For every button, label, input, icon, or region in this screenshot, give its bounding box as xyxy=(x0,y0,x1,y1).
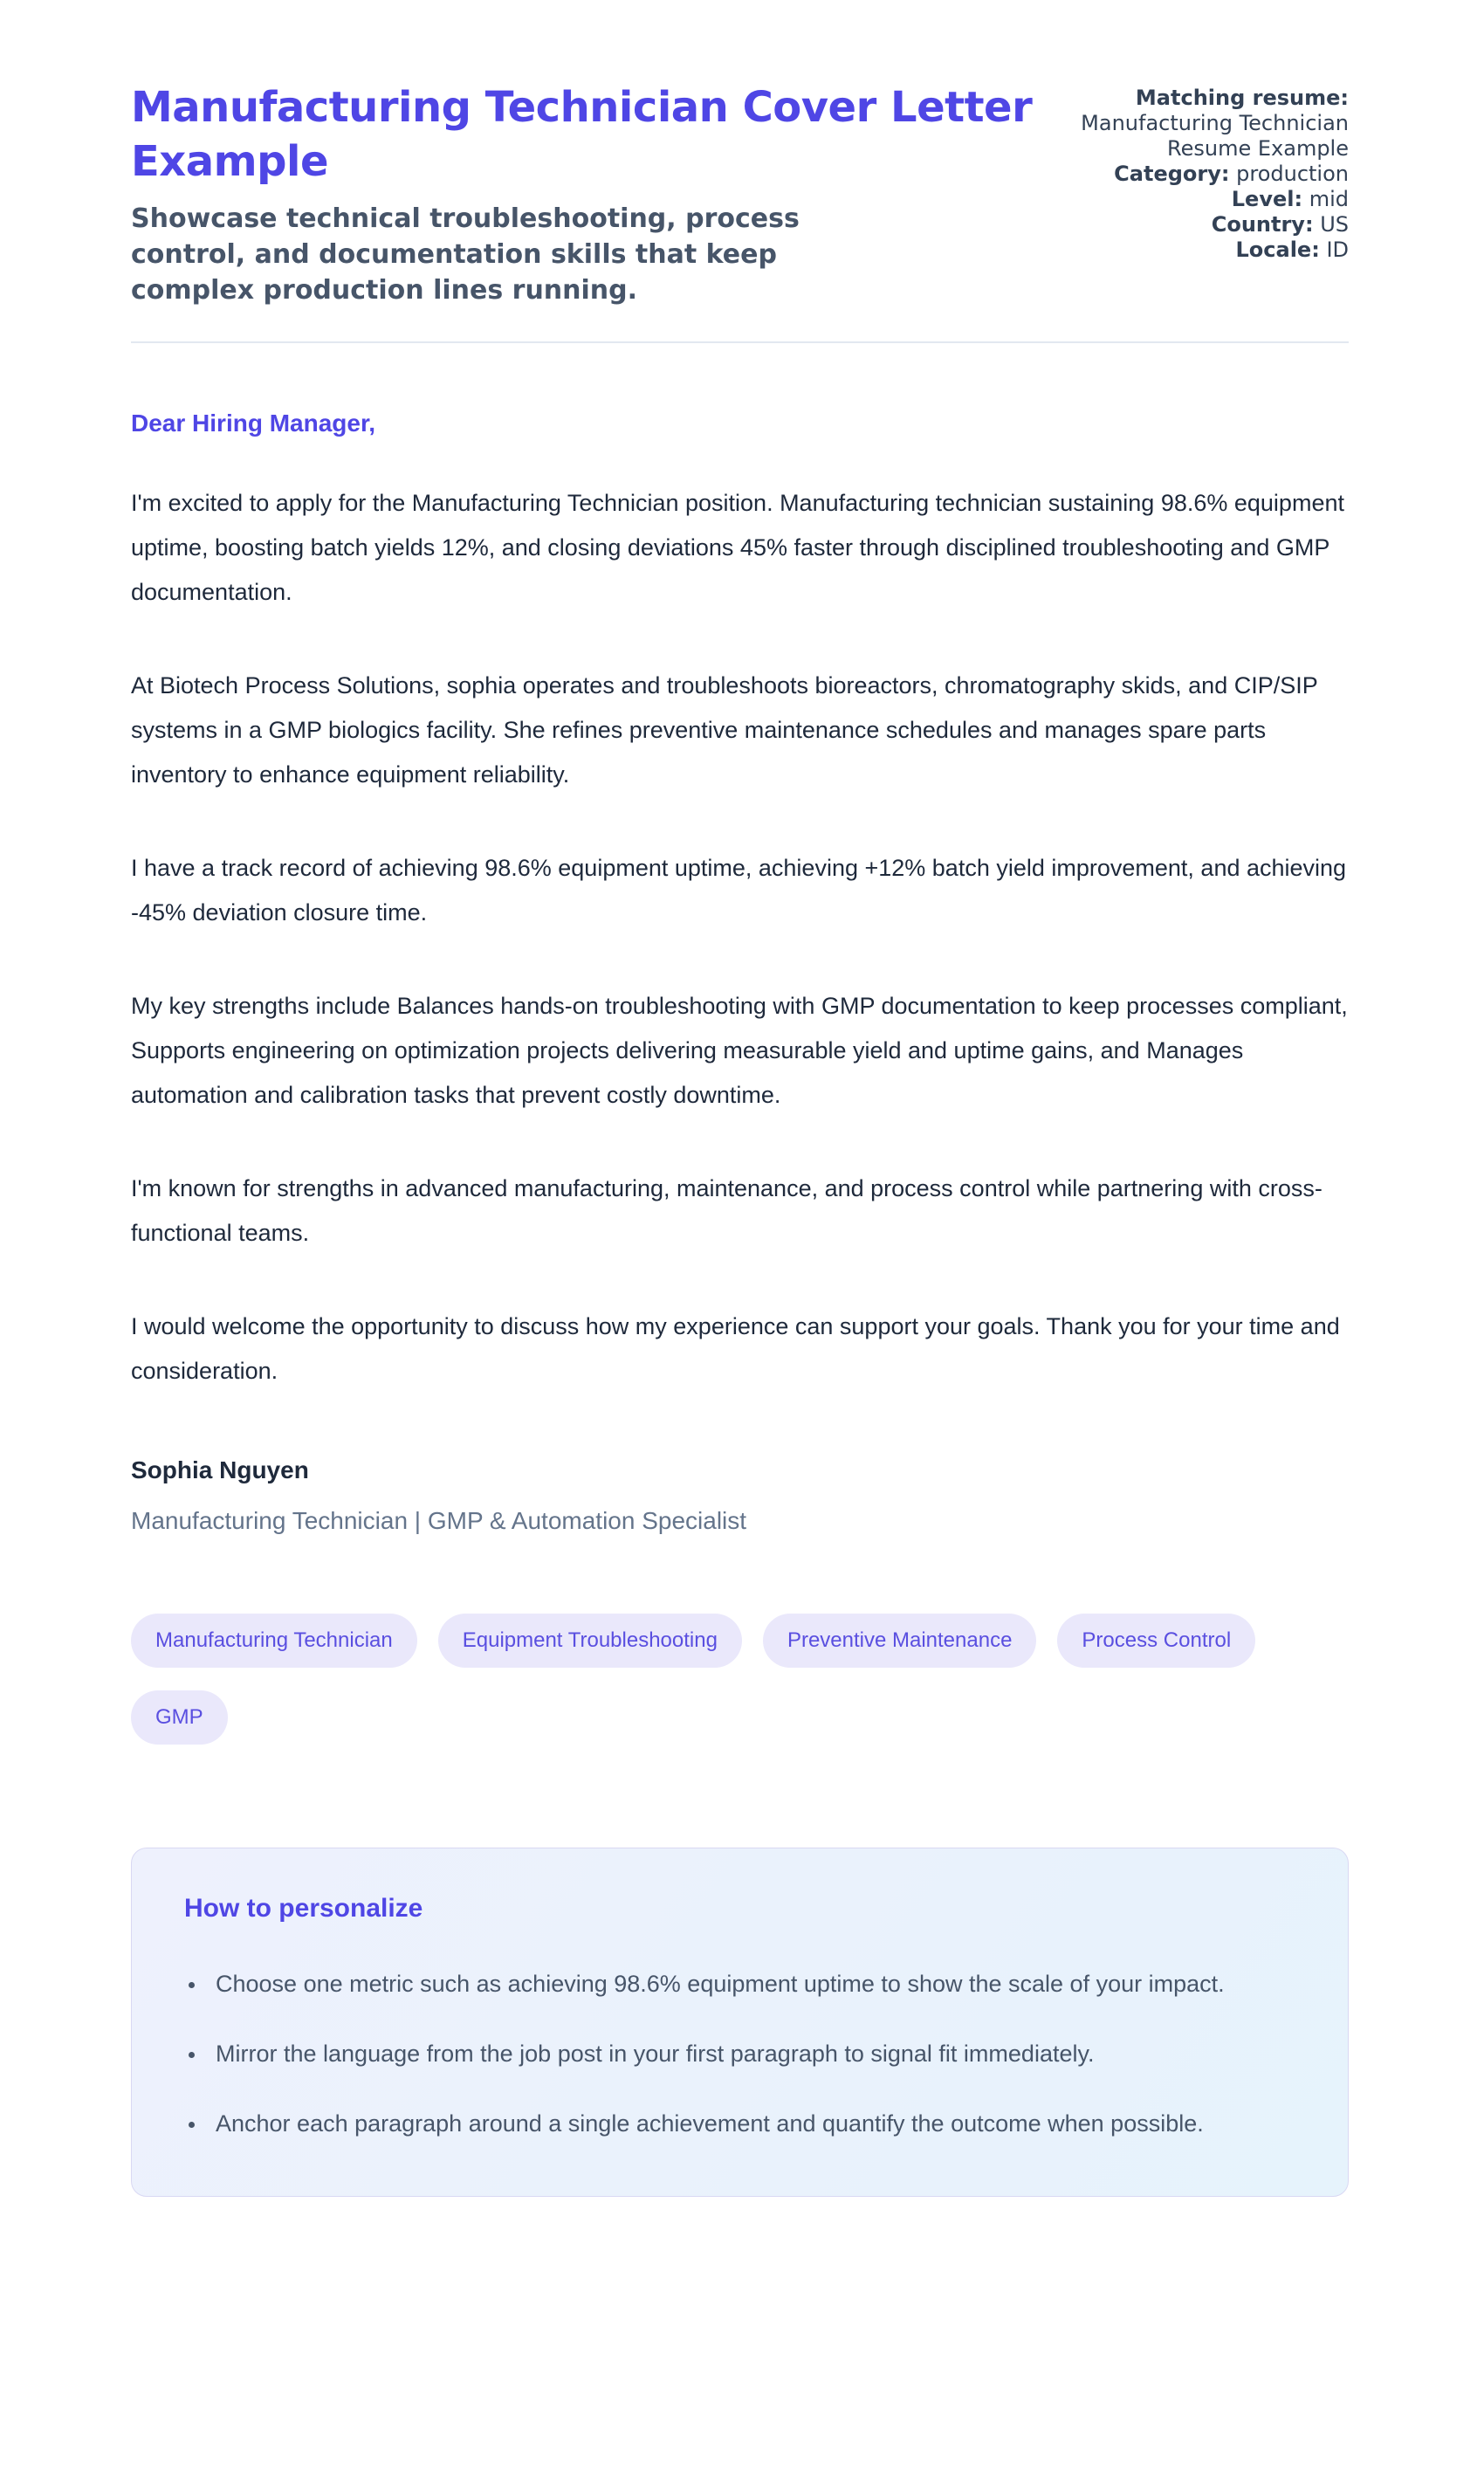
meta-matching-label: Matching resume: xyxy=(1135,86,1349,110)
paragraph: My key strengths include Balances hands-on troubleshooting with GMP documentation to keep processes compliant, Supports engineering on optimization projects delivering measurable yield and uptime gains, and Manages automation and calibration tasks that prevent costly downtime. xyxy=(131,993,1348,1108)
signature-title: Manufacturing Technician | GMP & Automation Specialist xyxy=(131,1507,747,1534)
paragraph: I have a track record of achieving 98.6% equipment uptime, achieving +12% batch yield improvement, and achieving -45% deviation closure time. xyxy=(131,855,1347,926)
page-subtitle: Showcase technical troubleshooting, process control, and documentation skills that keep complex production lines running. xyxy=(131,203,800,306)
personalize-tip: • Mirror the language from the job post in your first paragraph to signal fit immediately. xyxy=(207,2032,1295,2075)
header-divider xyxy=(131,341,1349,343)
paragraph: I'm known for strengths in advanced manufacturing, maintenance, and process control while partnering with cross-functional teams. xyxy=(131,1175,1323,1246)
cover-letter-body xyxy=(131,410,1349,1535)
meta-category-label: Category: xyxy=(1114,162,1230,186)
personalize-tip-list xyxy=(170,1962,1295,2145)
meta-category xyxy=(1043,162,1349,187)
meta-locale-value: ID xyxy=(1326,237,1349,262)
personalize-heading: How to personalize xyxy=(184,1894,423,1923)
meta-level-label: Level: xyxy=(1231,187,1303,211)
meta-country-value: US xyxy=(1320,212,1349,237)
meta-country-label: Country: xyxy=(1211,212,1314,237)
meta-level xyxy=(1043,187,1349,212)
tag-pill: GMP xyxy=(131,1690,228,1745)
paragraph: I'm excited to apply for the Manufacturing Technician position. Manufacturing technician sustaining 98.6% equipment uptime, boosting batch yields 12%, and closing deviations 45% faster through disciplined troubleshooting and GMP documentation. xyxy=(131,490,1344,605)
meta-level-value: mid xyxy=(1309,187,1349,211)
resume-meta xyxy=(1043,80,1349,263)
title-block xyxy=(131,80,1043,308)
paragraph: I would welcome the opportunity to discuss how my experience can support your goals. Thank you for your time and consideration. xyxy=(131,1313,1340,1384)
personalize-card xyxy=(131,1848,1349,2197)
header xyxy=(131,80,1349,308)
letter-paragraphs xyxy=(131,481,1349,1394)
meta-category-value: production xyxy=(1236,162,1349,186)
personalize-tip: • Anchor each paragraph around a single achievement and quantify the outcome when possible. xyxy=(207,2102,1295,2145)
tag-pill: Manufacturing Technician xyxy=(131,1614,417,1668)
signature-name: Sophia Nguyen xyxy=(131,1456,309,1483)
meta-locale-label: Locale: xyxy=(1235,237,1320,262)
meta-locale xyxy=(1043,237,1349,263)
page-title: Manufacturing Technician Cover Letter Example xyxy=(131,83,1033,186)
tag-list xyxy=(131,1614,1349,1745)
paragraph: At Biotech Process Solutions, sophia operates and troubleshoots bioreactors, chromatography skids, and CIP/SIP systems in a GMP biologics facility. She refines preventive maintenance schedules and manages spare parts inventory to enhance equipment reliability. xyxy=(131,672,1318,788)
personalize-tip: • Choose one metric such as achieving 98.6% equipment uptime to show the scale of your impact. xyxy=(207,1962,1295,2006)
tag-pill: Equipment Troubleshooting xyxy=(438,1614,742,1668)
meta-country xyxy=(1043,212,1349,237)
meta-matching-resume xyxy=(1043,86,1349,162)
meta-matching-value: Manufacturing Technician Resume Example xyxy=(1081,111,1349,161)
greeting: Dear Hiring Manager, xyxy=(131,410,376,437)
tag-pill: Preventive Maintenance xyxy=(763,1614,1036,1668)
tag-pill: Process Control xyxy=(1057,1614,1255,1668)
